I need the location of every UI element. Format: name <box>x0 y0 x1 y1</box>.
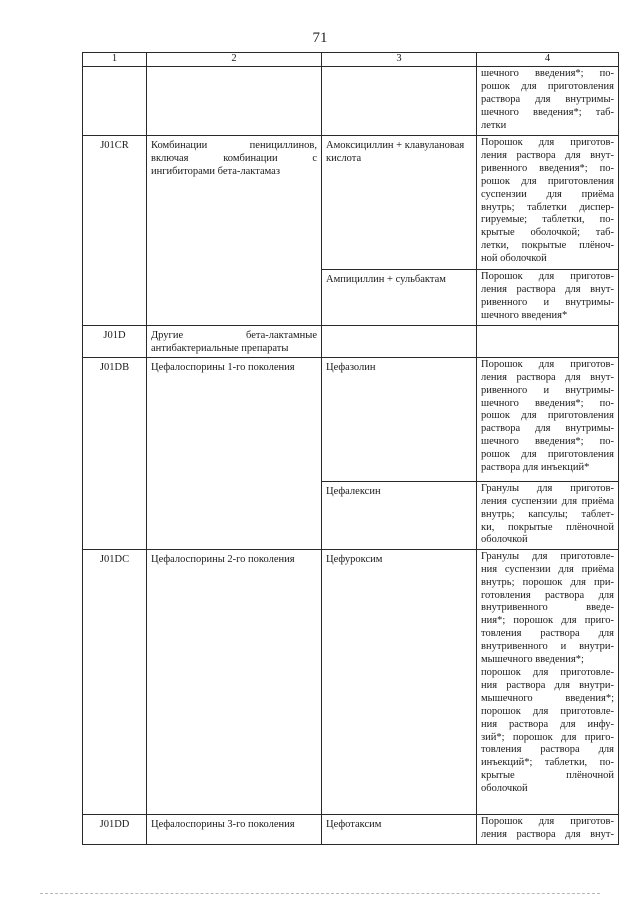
dosage-forms-cell <box>477 357 619 481</box>
drug-name-cell <box>322 326 477 358</box>
dosage-form-line: суспензии для приёма <box>481 188 614 200</box>
drug-name-cell: Цефалексин <box>322 481 477 549</box>
dosage-form-line: внутривенного и внутри- <box>481 641 614 653</box>
atc-code-cell <box>83 67 147 136</box>
dosage-form-line: готовления раствора для <box>481 589 614 601</box>
dosage-form-line: ния суспензии для приёма <box>481 563 614 575</box>
atc-code-cell: J01CR <box>83 136 147 326</box>
drug-name-cell: Цефазолин <box>322 357 477 481</box>
dosage-form-line: раствора для инъекций* <box>481 462 590 474</box>
dosage-form-line: Порошок для приготов- <box>481 271 614 282</box>
dosage-form-line: внутрь; порошок для при- <box>481 576 614 588</box>
scan-edge-line <box>40 893 600 894</box>
dosage-form-line: раствора для внутримы- <box>481 423 614 435</box>
table-row <box>83 326 619 358</box>
dosage-form-line: ния раствора для инфу- <box>481 718 614 730</box>
dosage-forms-cell <box>477 549 619 814</box>
dosage-form-line: зий*; порошок для приго- <box>481 731 614 743</box>
column-header: 2 <box>147 53 322 67</box>
dosage-form-line: ривенного и внутримы- <box>481 384 614 396</box>
group-name-cell: Цефалоспорины 1-го поколения <box>147 357 322 549</box>
dosage-form-line: шечного введения*; по- <box>481 68 614 79</box>
group-name-cell: Комбинации пенициллинов, включая комбинации с ингибиторами бета-лактамаз <box>147 136 322 326</box>
dosage-form-line: мышечного введения*; <box>481 692 614 704</box>
dosage-form-line: ления раствора для внут- <box>481 283 614 295</box>
dosage-form-line: крытые плёночной <box>481 770 614 782</box>
table-row <box>83 357 619 481</box>
dosage-form-line: товления раствора для <box>481 628 614 640</box>
column-header: 1 <box>83 53 147 67</box>
dosage-form-line: шечного введения* <box>481 309 568 321</box>
dosage-form-line: ривенного введения*; по- <box>481 162 614 174</box>
dosage-form-line: оболочкой <box>481 534 528 546</box>
dosage-form-line: Порошок для приготов- <box>481 815 614 827</box>
dosage-form-line: ной оболочкой <box>481 253 547 265</box>
dosage-form-line: летки <box>481 119 507 131</box>
dosage-form-line: порошок для приготовле- <box>481 666 614 678</box>
atc-code-cell: J01D <box>83 326 147 358</box>
dosage-form-line: ления раствора для внут- <box>481 828 614 840</box>
dosage-form-line: раствора для внутримы- <box>481 93 614 105</box>
dosage-form-line: Порошок для приготов- <box>481 137 614 148</box>
dosage-form-line: ления раствора для внут- <box>481 371 614 383</box>
drug-name-cell: Цефуроксим <box>322 549 477 814</box>
dosage-form-line: рошок для приготовления <box>481 410 614 422</box>
group-name-cell: Цефалоспорины 3-го поколения <box>147 814 322 844</box>
table-row <box>83 814 619 844</box>
table-row <box>83 67 619 136</box>
column-header: 3 <box>322 53 477 67</box>
dosage-form-line: оболочкой <box>481 783 528 795</box>
table-row <box>83 136 619 270</box>
dosage-form-line: Порошок для приготов- <box>481 358 614 370</box>
atc-code-cell: J01DC <box>83 549 147 814</box>
dosage-form-line: ки, покрытые плёночной <box>481 521 614 533</box>
dosage-form-line: ния*; порошок для приго- <box>481 615 614 627</box>
dosage-forms-cell <box>477 67 619 136</box>
dosage-form-line: шечного введения*; по- <box>481 397 614 409</box>
dosage-forms-cell <box>477 481 619 549</box>
dosage-forms-cell <box>477 814 619 844</box>
dosage-forms-cell <box>477 136 619 270</box>
dosage-form-line: порошок для приготовле- <box>481 705 614 717</box>
column-header: 4 <box>477 53 619 67</box>
dosage-form-line: летки, покрытые плёноч- <box>481 240 614 252</box>
table-header-row <box>83 53 619 67</box>
dosage-form-line: ления раствора для внут- <box>481 149 614 161</box>
dosage-form-line: рошок для приготовления <box>481 449 614 461</box>
dosage-form-line: Гранулы для приготов- <box>481 482 614 494</box>
drug-name-cell: Амоксициллин + клавулановая кислота <box>322 136 477 270</box>
dosage-form-line: шечного введения*; таб- <box>481 106 614 118</box>
dosage-form-line: ривенного и внутримы- <box>481 296 614 308</box>
dosage-form-line: товления раствора для <box>481 744 614 756</box>
dosage-form-line: крытые оболочкой; таб- <box>481 227 614 239</box>
dosage-form-line: шечного введения*; по- <box>481 436 614 448</box>
group-name-cell <box>147 67 322 136</box>
drug-name-cell: Ампициллин + сульбактам <box>322 270 477 326</box>
dosage-form-line: рошок для приготовления <box>481 175 614 187</box>
dosage-form-line: внутривенного введе- <box>481 602 614 614</box>
dosage-form-line: мышечного введения*; <box>481 654 584 666</box>
dosage-forms-cell <box>477 270 619 326</box>
dosage-form-line: гируемые; таблетки, по- <box>481 214 614 226</box>
dosage-forms-cell <box>477 326 619 358</box>
table-row <box>83 549 619 814</box>
atc-code-cell: J01DD <box>83 814 147 844</box>
group-name-cell: Другие бета-лактамные антибактериальные препараты <box>147 326 322 358</box>
group-name-cell: Цефалоспорины 2-го поколения <box>147 549 322 814</box>
dosage-form-line: инъекций*; таблетки, по- <box>481 757 614 769</box>
atc-code-cell: J01DB <box>83 357 147 549</box>
dosage-form-line: рошок для приготовления <box>481 80 614 92</box>
dosage-form-line: внутрь; капсулы; таблет- <box>481 508 614 520</box>
page-number: 71 <box>312 30 328 46</box>
dosage-form-line: Гранулы для приготовле- <box>481 550 614 562</box>
medication-table <box>82 52 619 845</box>
dosage-form-line: ния раствора для внутри- <box>481 679 614 691</box>
drug-name-cell: Цефотаксим <box>322 814 477 844</box>
dosage-form-line: ления суспензии для приёма <box>481 495 614 507</box>
dosage-form-line: внутрь; таблетки диспер- <box>481 201 614 213</box>
drug-name-cell <box>322 67 477 136</box>
